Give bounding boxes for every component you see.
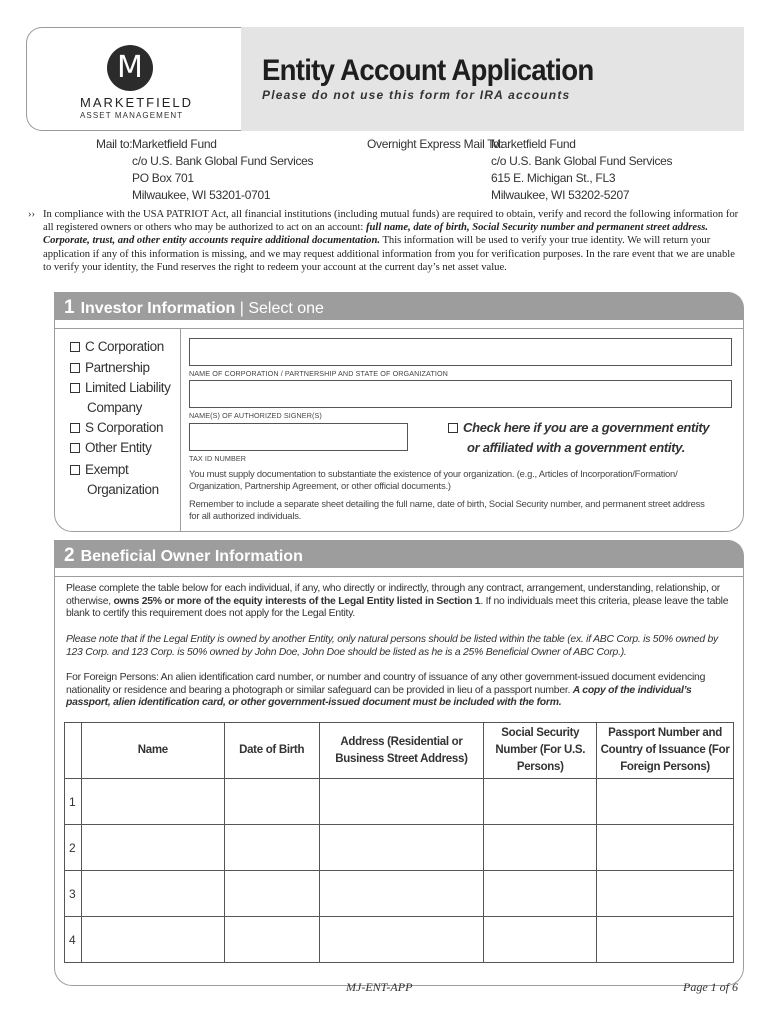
option-llc-line2: Company [87,400,142,415]
section1-column-divider [180,329,181,531]
corporation-name-caption: NAME OF CORPORATION / PARTNERSHIP AND STATE OF ORGANIZATION [189,369,448,378]
page-subtitle: Please do not use this form for IRA accounts [262,88,571,102]
overnight-line: Milwaukee, WI 53202-5207 [491,188,630,202]
option-s-corporation[interactable]: S Corporation [70,418,171,438]
page-title: Entity Account Application [262,54,594,87]
patriot-text-b: This information will be used to verify your true identity. We will return your application if any of this information is missing, and we may request additional information from you for verification purposes. In the rare event that we are unable to verify your identity, the Fund reserves the right to redeem your account at the current day’s net asset value. [43,235,735,273]
checkbox[interactable] [70,443,80,453]
column-ssn: Social Security Number (For U.S. Persons) [484,723,597,779]
mail-line: Marketfield Fund [132,137,217,151]
page-number: Page 1 of 6 [683,980,738,994]
patriot-act-notice [28,208,744,274]
foreign-persons-note: For Foreign Persons: An alien identification card number, or number and country of issuance of any other government-issued document evidencing nationality or residence and bearing a photograph or similar safeguard can be provided in lieu of a passport number. A copy of the individual’s passport, alien identification card, or other government-issued document must be included with the form. [66,672,706,709]
address-cell[interactable] [319,825,484,871]
address-cell[interactable] [319,871,484,917]
logo-subtitle: ASSET MANAGEMENT [80,111,184,120]
option-llc[interactable]: Limited Liability [70,378,171,398]
government-entity-checkbox[interactable] [448,418,709,458]
overnight-line: c/o U.S. Bank Global Fund Services [491,154,673,168]
passport-cell[interactable] [597,871,734,917]
section1-title-text: Investor Information [80,300,236,317]
double-chevron-icon: ›› [28,209,36,220]
section1-separator: | [235,300,249,317]
table-header-row [65,723,734,779]
name-cell[interactable] [81,825,224,871]
tax-id-field[interactable] [189,423,408,451]
checkbox[interactable] [448,423,458,433]
option-exempt-organization[interactable]: Exempt [70,460,171,480]
section2-divider [54,576,744,577]
authorized-signers-caption: NAME(S) OF AUTHORIZED SIGNER(S) [189,411,322,420]
ssn-cell[interactable] [484,779,597,825]
section1-number: 1 [64,297,75,318]
passport-cell[interactable] [597,779,734,825]
dob-cell[interactable] [224,825,319,871]
section2-title-text: Beneficial Owner Information [80,548,303,565]
column-name: Name [81,723,224,779]
section2-number: 2 [64,545,75,566]
name-cell[interactable] [81,779,224,825]
checkbox[interactable] [70,342,80,352]
mail-to-label: Mail to: [96,137,133,151]
documentation-note: You must supply documentation to substantiate the existence of your organization. (e.g., Articles of Incorporation/Formation/ Organization, Partnership Agreement, or other official documents.) Remember to include a separate sheet detailing the full name, date of birth, Social Security number, and permanent street address for all authorized individuals. [189,468,705,521]
mail-line: PO Box 701 [132,171,194,185]
name-cell[interactable] [81,917,224,963]
section1-hint: Select one [248,300,324,317]
ssn-cell[interactable] [484,871,597,917]
dob-cell[interactable] [224,917,319,963]
row-number: 4 [65,917,82,963]
section1-title [64,297,324,319]
tax-id-caption: TAX ID NUMBER [189,454,247,463]
gov-line2: or affiliated with a government entity. [467,440,686,455]
option-other-entity[interactable]: Other Entity [70,438,171,458]
table-row [65,779,734,825]
authorized-signers-field[interactable] [189,380,732,408]
row-number: 3 [65,871,82,917]
table-row [65,917,734,963]
gov-line1: Check here if you are a government entity [463,420,710,435]
option-c-corporation[interactable]: C Corporation [70,337,171,357]
mail-line: Milwaukee, WI 53201-0701 [132,188,271,202]
row-number: 1 [65,779,82,825]
patriot-text-a: In compliance with the USA PATRIOT Act, all financial institutions (including mutual funds) are required to obtain, verify and record the following information for all registered owners or others who may be authorized to act on an account: [43,209,739,234]
legal-entity-note: Please note that if the Legal Entity is owned by another Entity, only natural persons should be listed within the table (ex. if ABC Corp. is 50% owned by 123 Corp. and 123 Corp. is 50% owned by John Doe, John Doe should be listed as he is a 25% Beneficial Owner of ABC Corp.). [66,634,718,658]
mail-line: c/o U.S. Bank Global Fund Services [132,154,314,168]
patriot-text-bold: full name, date of birth, Social Security number and permanent street address. Corporate, trust, and other entity accounts require additional documentation. [43,222,708,247]
overnight-line: 615 E. Michigan St., FL3 [491,171,616,185]
beneficial-owner-instructions: Please complete the table below for each individual, if any, who directly or indirectly, through any contract, arrangement, understanding, relationship, or otherwise, owns 25% or more of the equity interests of the Legal Entity listed in Section 1. If no individuals meet this criteria, please leave the table blank to certify this requirement does not apply for the Legal Entity. [66,583,729,620]
logo-name: MARKETFIELD [80,95,194,110]
checkbox[interactable] [70,363,80,373]
option-exempt-line2: Organization [87,482,159,497]
checkbox[interactable] [70,423,80,433]
overnight-address [491,136,672,204]
passport-cell[interactable] [597,917,734,963]
option-partnership[interactable]: Partnership [70,358,171,378]
address-cell[interactable] [319,779,484,825]
column-date-of-birth: Date of Birth [224,723,319,779]
overnight-line: Marketfield Fund [491,137,576,151]
marketfield-logo-icon: M [107,45,153,91]
entity-type-options [70,337,171,500]
dob-cell[interactable] [224,779,319,825]
table-row [65,871,734,917]
column-passport: Passport Number and Country of Issuance (For Foreign Persons) [597,723,734,779]
passport-cell[interactable] [597,825,734,871]
checkbox[interactable] [70,383,80,393]
ssn-cell[interactable] [484,825,597,871]
checkbox[interactable] [70,465,80,475]
corporation-name-field[interactable] [189,338,732,366]
address-cell[interactable] [319,917,484,963]
section2-title [64,545,303,567]
table-row [65,825,734,871]
column-address: Address (Residential or Business Street Address) [319,723,484,779]
dob-cell[interactable] [224,871,319,917]
row-number: 2 [65,825,82,871]
overnight-label: Overnight Express Mail To: [367,137,503,151]
section1-divider [54,328,744,329]
table-header-index [65,723,82,779]
mail-to-address [132,136,313,204]
beneficial-owner-table [64,722,734,963]
ssn-cell[interactable] [484,917,597,963]
form-code: MJ-ENT-APP [346,980,413,994]
name-cell[interactable] [81,871,224,917]
